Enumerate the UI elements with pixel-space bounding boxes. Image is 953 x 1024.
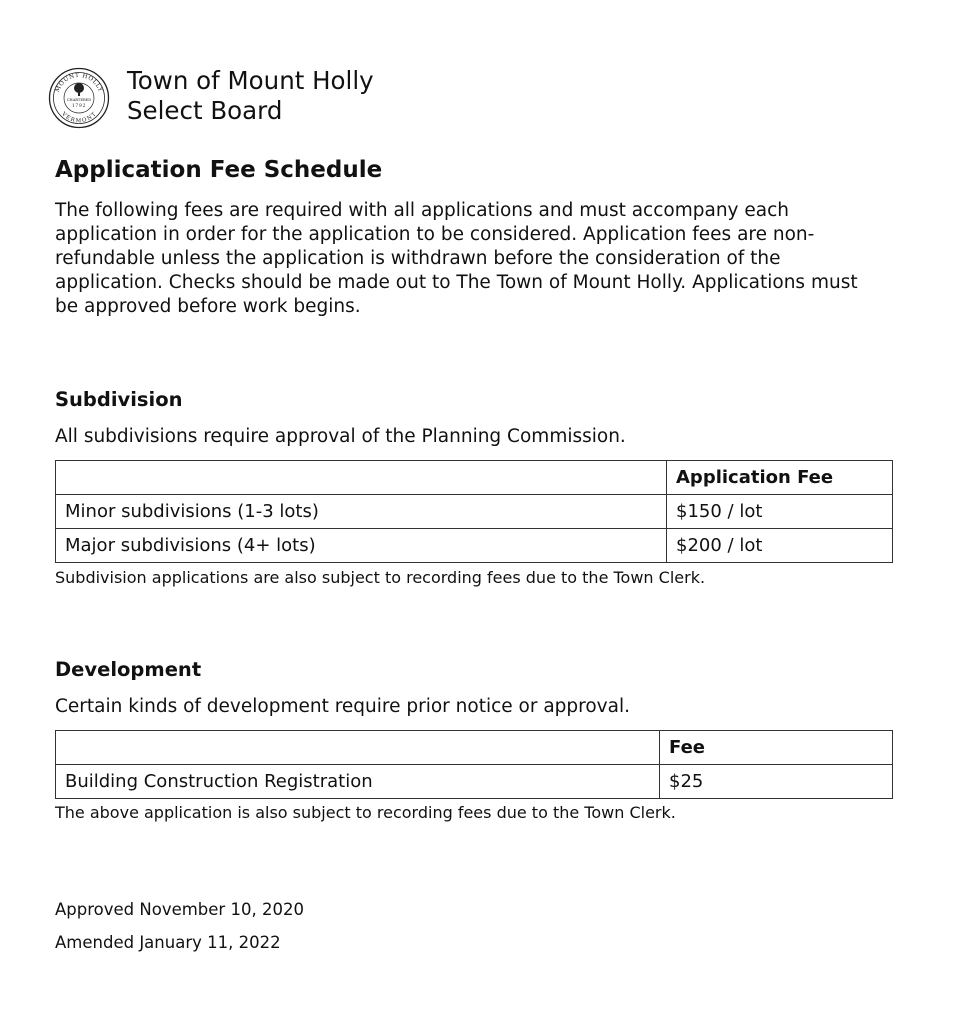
amended-date: Amended January 11, 2022 [55, 933, 281, 952]
svg-text:CHARTERED: CHARTERED [66, 98, 92, 102]
table-header-row [56, 461, 893, 495]
fee-header-cell: Application Fee [667, 461, 893, 495]
item-cell: Minor subdivisions (1-3 lots) [56, 495, 667, 529]
fee-header-cell: Fee [660, 731, 893, 765]
item-header-cell [56, 461, 667, 495]
subdivision-note: Subdivision applications are also subject to recording fees due to the Town Clerk. [55, 568, 706, 587]
page-title: Application Fee Schedule [55, 157, 383, 183]
subdivision-heading: Subdivision [55, 388, 183, 411]
table-row [56, 495, 893, 529]
subdivision-description: All subdivisions require approval of the Planning Commission. [55, 426, 626, 447]
table-row [56, 765, 893, 799]
table-row [56, 529, 893, 563]
development-heading: Development [55, 658, 202, 681]
development-description: Certain kinds of development require prior notice or approval. [55, 696, 630, 717]
svg-text:1792: 1792 [71, 104, 87, 109]
town-seal-logo [48, 67, 110, 129]
svg-text:VERMONT: VERMONT [60, 111, 98, 125]
item-cell: Major subdivisions (4+ lots) [56, 529, 667, 563]
development-note: The above application is also subject to recording fees due to the Town Clerk. [55, 803, 676, 822]
fee-cell: $200 / lot [667, 529, 893, 563]
table-header-row [56, 731, 893, 765]
subdivision-fee-table [55, 460, 893, 563]
fee-cell: $25 [660, 765, 893, 799]
approved-date: Approved November 10, 2020 [55, 900, 304, 919]
development-fee-table [55, 730, 893, 799]
header-title [127, 66, 374, 126]
board-name: Select Board [127, 96, 283, 125]
item-cell: Building Construction Registration [56, 765, 660, 799]
svg-text:MOUNT HOLLY: MOUNT HOLLY [53, 71, 105, 94]
intro-paragraph: The following fees are required with all applications and must accompany each application in order for the application to be considered. Application fees are non-refundable unless the application is withdrawn before the consideration of the application. Checks should be made out to The Town of Mount Holly. Applications must be approved before work begins. [55, 200, 858, 317]
fee-cell: $150 / lot [667, 495, 893, 529]
item-header-cell [56, 731, 660, 765]
town-name: Town of Mount Holly [127, 66, 374, 95]
